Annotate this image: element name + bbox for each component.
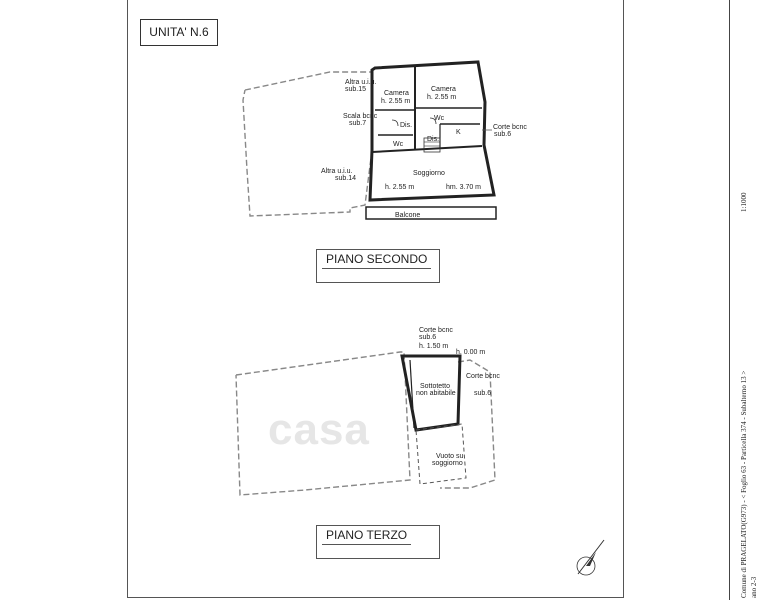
label-corte-bcnc-top: Corte bcnc <box>419 327 453 334</box>
label-soggiorno-height-1: h. 2.55 m <box>385 184 415 191</box>
label-sottotetto-sub: non abitabile <box>416 390 456 397</box>
label-scala-bcnc-sub: sub.7 <box>349 120 367 127</box>
label-corte-bcnc-right-sub: sub.6 <box>474 390 492 397</box>
side-reference-line-2: ano 2-3 <box>750 576 758 598</box>
label-camera-2: Camera <box>431 86 456 93</box>
label-dis-1: Dis. <box>400 122 413 129</box>
label-k: K <box>456 129 461 136</box>
floor-title-third: PIANO TERZO <box>322 526 411 545</box>
watermark: casa <box>268 405 370 454</box>
label-camera-2-height: h. 2.55 m <box>427 94 457 101</box>
floor-title-box-third <box>316 525 440 559</box>
label-soggiorno-height-2: hm. 3.70 m <box>446 184 482 191</box>
label-corte-bcnc-top-sub: sub.6 <box>419 334 437 341</box>
unit-title: UNITA' N.6 <box>140 19 218 46</box>
label-altra-uiu-15-sub: sub.15 <box>345 86 367 93</box>
label-camera-1-height: h. 2.55 m <box>381 98 411 105</box>
label-vuoto: Vuoto su <box>436 453 464 460</box>
floor-title-second: PIANO SECONDO <box>322 250 431 269</box>
label-corte-bcnc-sub: sub.6 <box>494 131 512 138</box>
label-corte-bcnc: Corte bcnc <box>493 124 527 131</box>
label-soggiorno: Soggiorno <box>413 170 445 177</box>
label-camera-1: Camera <box>384 90 409 97</box>
label-wc-2: Wc <box>434 115 445 122</box>
neighbour-outline-second <box>243 72 372 216</box>
north-arrow <box>578 540 604 574</box>
label-scala-bcnc: Scala bcnc <box>343 113 378 120</box>
wall-living-top <box>372 146 482 152</box>
label-corte-bcnc-right: Corte bcnc <box>466 373 500 380</box>
label-height-150: h. 1.50 m <box>419 343 449 350</box>
label-altra-uiu-14-sub: sub.14 <box>335 175 357 182</box>
label-vuoto-sub: soggiorno <box>432 460 463 467</box>
label-altra-uiu-15: Altra u.i.u. <box>345 79 377 86</box>
label-height-000: h. 0.00 m <box>456 349 486 356</box>
label-sottotetto: Sottotetto <box>420 383 450 390</box>
label-wc-1: Wc <box>393 141 404 148</box>
side-reference-line-1: Comune di PRAGELATO(G973) - < Foglio 63 - Particella 374 - Subalterno 13 > <box>740 370 748 598</box>
label-altra-uiu-14: Altra u.i.u. <box>321 168 353 175</box>
floor-title-box-second <box>316 249 440 283</box>
unit-walls-second <box>370 62 494 200</box>
balcony-outline <box>366 207 496 219</box>
label-dis-2: Dis. <box>427 136 440 143</box>
label-balcone: Balcone <box>395 212 421 219</box>
door-swing-1 <box>392 120 398 126</box>
side-scale: 1:1000 <box>740 192 748 212</box>
